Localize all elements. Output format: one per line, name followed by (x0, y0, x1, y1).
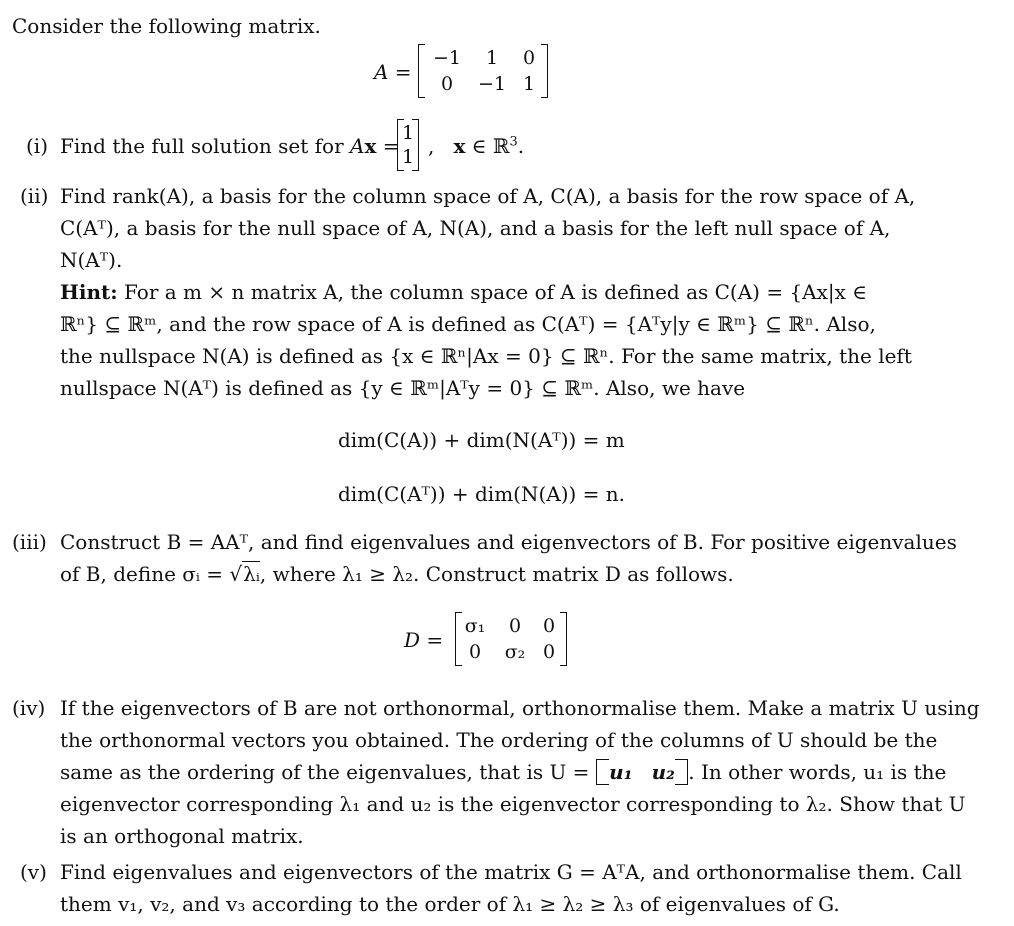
part-i-domain-vec: x (453, 134, 466, 158)
matrix-a (418, 44, 548, 98)
matrix-d-cell: 0 (508, 615, 522, 637)
part-ii-line-3: N(Aᵀ). (60, 248, 123, 272)
matrix-a-cell: −1 (477, 73, 506, 95)
matrix-a-cell: 0 (440, 73, 454, 95)
part-i-domain: , x ∈ ℝ$^3$. (428, 134, 525, 158)
matrix-d-lhs: D = (404, 628, 444, 652)
part-i-text (60, 134, 400, 158)
matrix-d-cell: 0 (468, 641, 482, 663)
part-iv-label: (iv) (12, 696, 46, 720)
part-i-end: . (517, 134, 525, 158)
part-i-domain-exp: 3 (509, 134, 518, 150)
matrix-a-cell: 1 (485, 47, 499, 69)
part-ii-label: (ii) (20, 184, 49, 208)
part-i-lhs-vec: x (364, 134, 377, 158)
part-ii-hint-line-1 (60, 280, 867, 304)
matrix-d (455, 612, 567, 666)
matrix-a-cell: 1 (522, 73, 536, 95)
part-v-label: (v) (20, 860, 47, 884)
part-iv-line-3-a: same as the ordering of the eigenvalues, that is U = (60, 760, 590, 784)
hint-text-1: For a m × n matrix A, the column space of A is defined as C(A) = {Ax|x ∈ (124, 280, 868, 304)
part-iii-label: (iii) (12, 530, 47, 554)
part-iii-line-2-a: of B, define σᵢ = (60, 562, 224, 586)
part-iv-line-5: is an orthogonal matrix. (60, 824, 304, 848)
part-i-rhs-vector (397, 119, 419, 171)
u-matrix-u1: u₁ (609, 760, 633, 784)
u-matrix-u2: u₂ (651, 760, 675, 784)
sqrt-symbol: √ (229, 562, 243, 586)
part-i-domain-set: ∈ ℝ (465, 134, 510, 158)
part-iii-line-2 (60, 562, 734, 586)
part-iv-line-2: the orthonormal vectors you obtained. The ordering of the columns of U should be the (60, 728, 938, 752)
matrix-d-cell: 0 (542, 615, 556, 637)
part-ii-hint-line-2: ℝⁿ} ⊆ ℝᵐ, and the row space of A is defined as C(Aᵀ) = {Aᵀy|y ∈ ℝᵐ} ⊆ ℝⁿ. Also, (60, 312, 876, 336)
part-ii-hint-line-3: the nullspace N(A) is defined as {x ∈ ℝⁿ|Ax = 0} ⊆ ℝⁿ. For the same matrix, the left (60, 344, 912, 368)
part-i-text-a: Find the full solution set for (60, 134, 344, 158)
part-v-line-2: them v₁, v₂, and v₃ according to the order of λ₁ ≥ λ₂ ≥ λ₃ of eigenvalues of G. (60, 892, 840, 916)
hint-label: Hint: (60, 280, 118, 304)
part-ii-line-2: C(Aᵀ), a basis for the null space of A, N(A), and a basis for the left null space of A, (60, 216, 891, 240)
sqrt-argument: λᵢ (243, 562, 260, 586)
part-ii-line-1: Find rank(A), a basis for the column space of A, C(A), a basis for the row space of A, (60, 184, 916, 208)
intro-text: Consider the following matrix. (12, 14, 321, 38)
part-iv-line-3 (60, 760, 946, 784)
matrix-a-cell: 0 (522, 47, 536, 69)
part-iii-line-1: Construct B = AAᵀ, and find eigenvalues and eigenvectors of B. For positive eigenvalues (60, 530, 957, 554)
part-iii-line-2-b: , where λ₁ ≥ λ₂. Construct matrix D as follows. (259, 562, 734, 586)
part-v-line-1: Find eigenvalues and eigenvectors of the matrix G = AᵀA, and orthonormalise them. Call (60, 860, 962, 884)
rhs-vector-cell: 1 (401, 146, 415, 168)
matrix-a-lhs: A = (374, 60, 412, 84)
matrix-a-cell: −1 (432, 47, 461, 69)
part-iv-line-3-b: . In other words, u₁ is the (688, 760, 947, 784)
matrix-d-cell: 0 (542, 641, 556, 663)
dimension-equation-2: dim(C(Aᵀ)) + dim(N(A)) = n. (338, 482, 626, 506)
matrix-a-left-bracket (418, 44, 425, 98)
matrix-d-cell: σ₂ (504, 641, 526, 663)
dimension-equation-1: dim(C(A)) + dim(N(Aᵀ)) = m (338, 428, 625, 452)
u-matrix-right-bracket (675, 759, 688, 785)
part-i-lhs-var: A (350, 134, 365, 158)
matrix-d-cell: σ₁ (464, 615, 486, 637)
rhs-vector-cell: 1 (401, 122, 415, 144)
part-iv-line-4: eigenvector corresponding λ₁ and u₂ is the eigenvector corresponding to λ₂. Show that U (60, 792, 966, 816)
part-i-label: (i) (26, 134, 49, 158)
part-ii-hint-line-4: nullspace N(Aᵀ) is defined as {y ∈ ℝᵐ|Aᵀy = 0} ⊆ ℝᵐ. Also, we have (60, 376, 746, 400)
part-iv-line-1: If the eigenvectors of B are not orthonormal, orthonormalise them. Make a matrix U using (60, 696, 980, 720)
u-matrix-left-bracket (596, 759, 609, 785)
part-i-eq: = (376, 134, 400, 158)
